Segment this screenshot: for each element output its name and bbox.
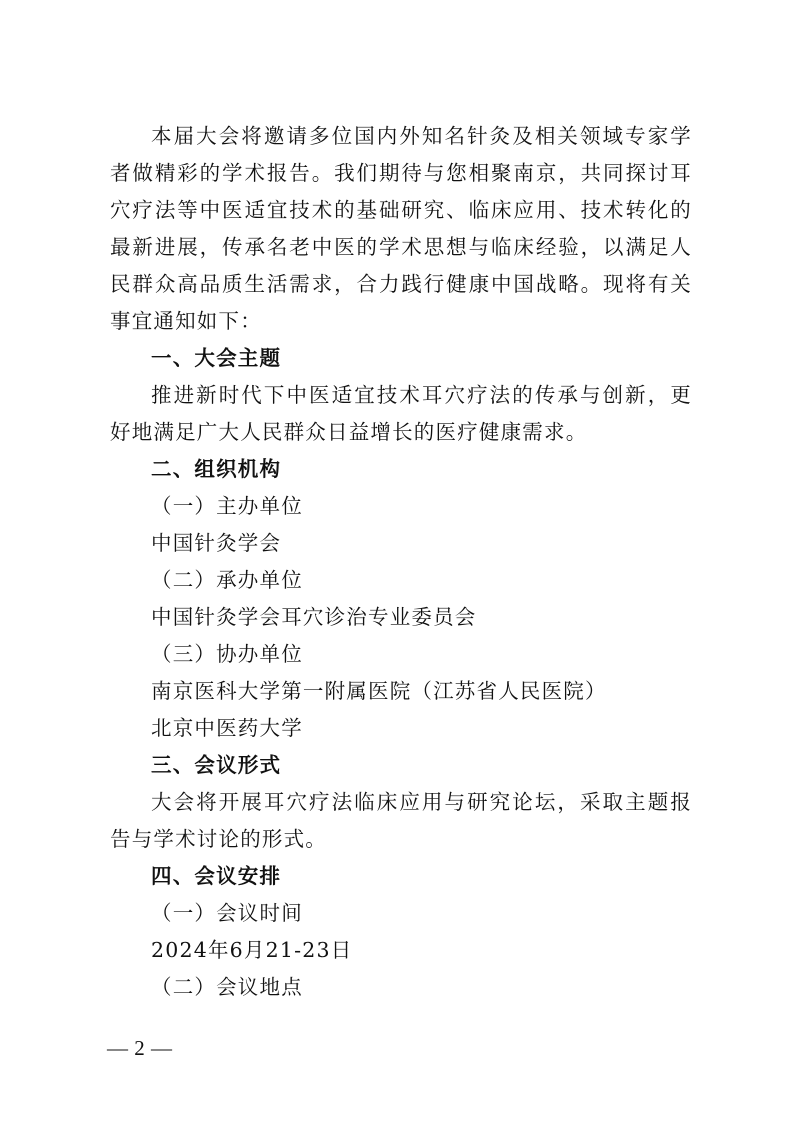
section-heading-organization: 二、组织机构 xyxy=(151,457,282,481)
meeting-place-subheading: （二）会议地点 xyxy=(151,975,303,999)
intro-paragraph: 本届大会将邀请多位国内外知名针灸及相关领域专家学者做精彩的学术报告。我们期待与您相聚南京，共同探讨耳穴疗法等中医适宜技术的基础研究、临床应用、技术转化的最新进展，传承名老中医的学术思想与临床经验，以满足人民群众高品质生活需求，合力践行健康中国战略。现将有关事宜通知如下： xyxy=(110,124,692,333)
host-subheading: （二）承办单位 xyxy=(151,568,303,592)
section-heading-theme: 一、大会主题 xyxy=(151,346,282,370)
section-heading-format: 三、会议形式 xyxy=(151,753,282,777)
co-host-subheading: （三）协办单位 xyxy=(151,642,303,666)
format-paragraph: 大会将开展耳穴疗法临床应用与研究论坛，采取主题报告与学术讨论的形式。 xyxy=(110,790,692,851)
organizer-name: 中国针灸学会 xyxy=(151,531,282,555)
section-heading-arrangement: 四、会议安排 xyxy=(151,864,282,888)
theme-paragraph: 推进新时代下中医适宜技术耳穴疗法的传承与创新，更好地满足广大人民群众日益增长的医疗健康需求。 xyxy=(110,383,692,444)
meeting-time-subheading: （一）会议时间 xyxy=(151,901,303,925)
organizer-subheading: （一）主办单位 xyxy=(151,494,303,518)
page-number: — 2 — xyxy=(107,1036,173,1060)
co-host-name-2: 北京中医药大学 xyxy=(151,716,303,740)
meeting-time: 2024年6月21-23日 xyxy=(151,938,353,962)
document-content xyxy=(110,118,692,1006)
host-name: 中国针灸学会耳穴诊治专业委员会 xyxy=(151,605,477,629)
co-host-name-1: 南京医科大学第一附属医院（江苏省人民医院） xyxy=(151,679,607,703)
